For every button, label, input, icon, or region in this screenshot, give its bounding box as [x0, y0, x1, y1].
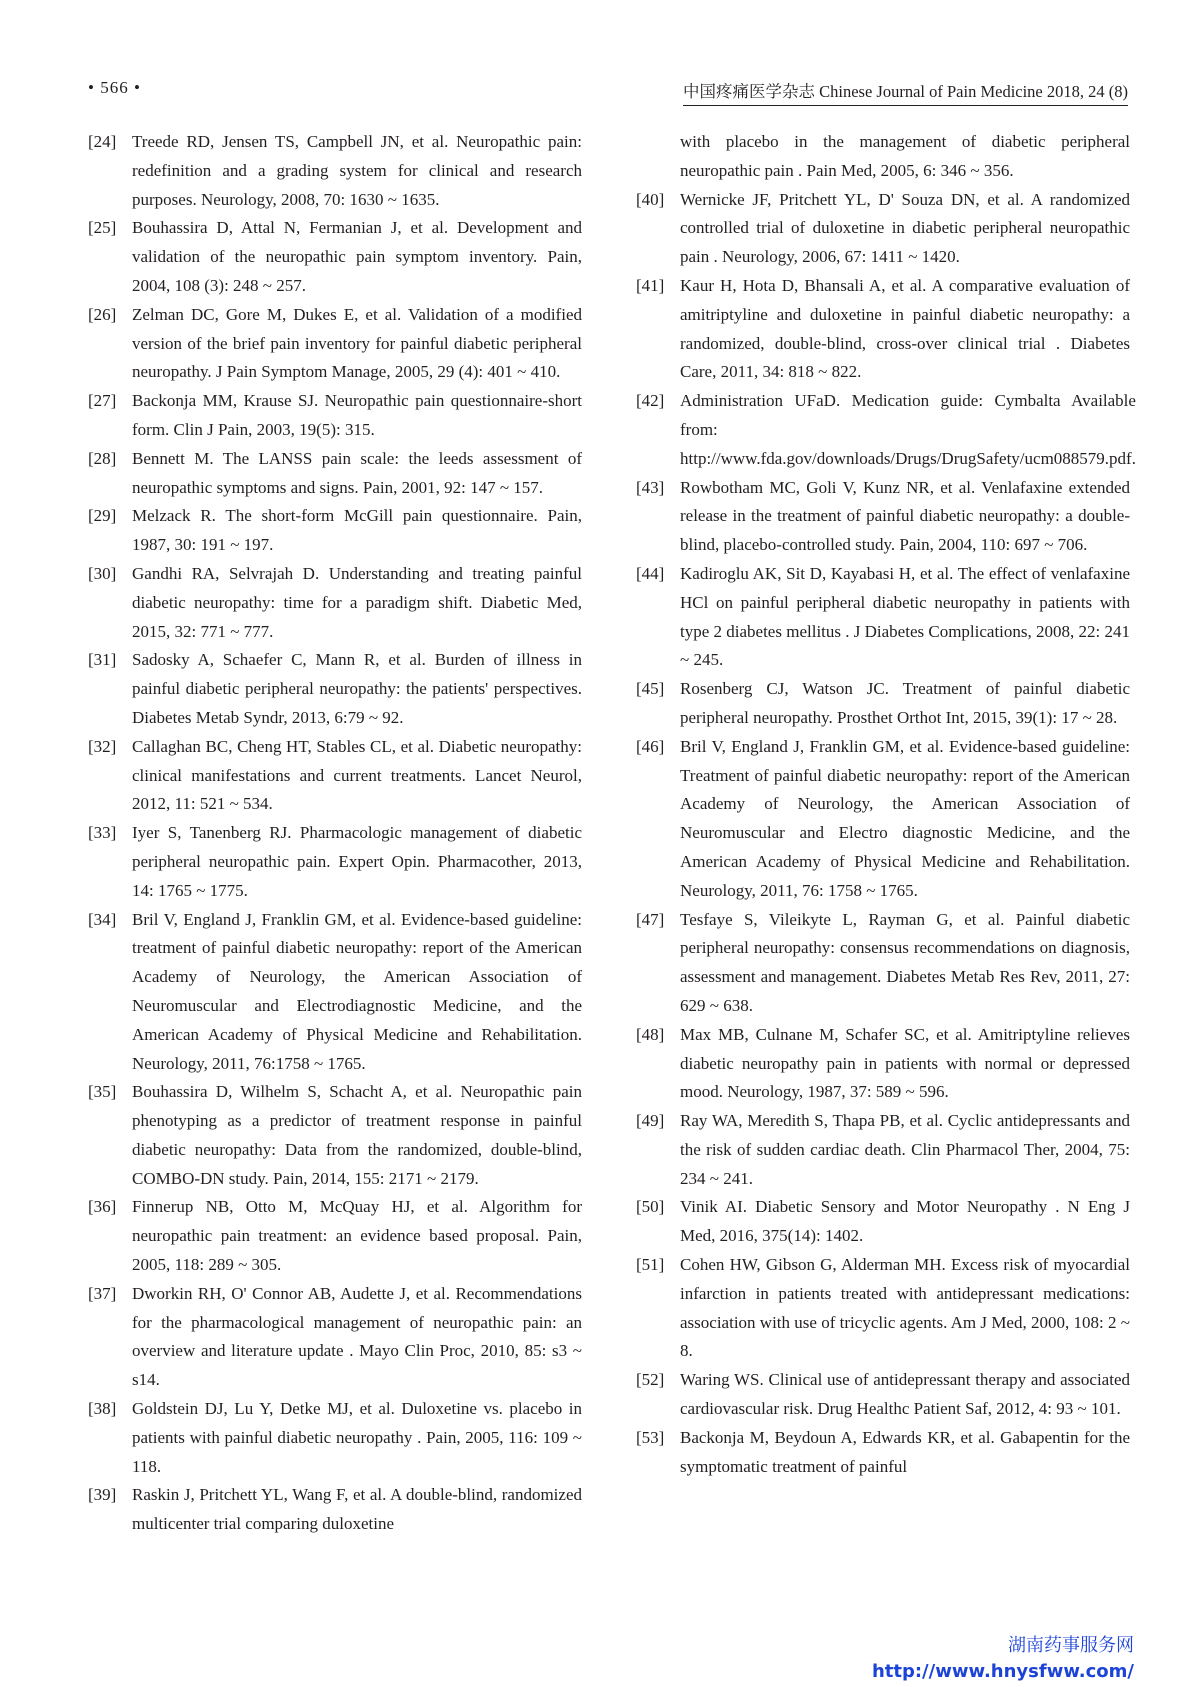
reference-number: [51]	[636, 1255, 665, 1275]
reference-number: [42]	[636, 391, 665, 411]
reference-item	[636, 1107, 1130, 1193]
reference-item	[636, 186, 1130, 272]
reference-text: Gandhi RA, Selvrajah D. Understanding and treating painful diabetic neuropathy: time for a paradigm shift. Diabetic Med, 2015, 32: 771 ~ 777.	[132, 563, 582, 641]
reference-item	[88, 906, 582, 1079]
reference-text: Administration UFaD. Medication guide: Cymbalta Available from: http://www.fda.gov/downloads/Drugs/DrugSafety/ucm088579.pdf.	[680, 391, 1136, 468]
reference-number: [36]	[88, 1197, 117, 1217]
reference-item	[636, 1366, 1130, 1424]
reference-item	[88, 1481, 582, 1539]
reference-text: Dworkin RH, O' Connor AB, Audette J, et al. Recommendations for the pharmacological management of neuropathic pain: an overview and literature update . Mayo Clin Proc, 2010, 85: s3 ~ s14.	[132, 1283, 582, 1390]
reference-item	[88, 1193, 582, 1279]
reference-text: Melzack R. The short-form McGill pain questionnaire. Pain, 1987, 30: 191 ~ 197.	[132, 506, 582, 555]
reference-item	[636, 1251, 1130, 1366]
reference-text: Callaghan BC, Cheng HT, Stables CL, et al. Diabetic neuropathy: clinical manifestations and current treatments. Lancet Neurol, 2012, 11: 521 ~ 534.	[132, 736, 582, 814]
reference-text: Kaur H, Hota D, Bhansali A, et al. A comparative evaluation of amitriptyline and duloxetine in painful diabetic neuropathy: a randomized, double-blind, cross-over clinical trial . Diabetes Care, 2011, 34: 818 ~ 822.	[680, 275, 1130, 382]
reference-text: Bril V, England J, Franklin GM, et al. Evidence-based guideline: treatment of painful diabetic neuropathy: report of the American Academy of Neurology, the American Association of Neuromuscular and Electrodiagnostic Medicine, and the American Academy of Physical Medicine and Rehabilitation. Neurology, 2011, 76:1758 ~ 1765.	[132, 909, 582, 1073]
reference-item	[88, 214, 582, 300]
reference-item	[636, 1193, 1130, 1251]
reference-text: Vinik AI. Diabetic Sensory and Motor Neuropathy . N Eng J Med, 2016, 375(14): 1402.	[680, 1197, 1130, 1246]
reference-text: Wernicke JF, Pritchett YL, D' Souza DN, et al. A randomized controlled trial of duloxetine in diabetic peripheral neuropathic pain . Neurology, 2006, 67: 1411 ~ 1420.	[680, 189, 1130, 267]
reference-text: Bril V, England J, Franklin GM, et al. Evidence-based guideline: Treatment of painful diabetic neuropathy: report of the American Academy of Neurology, the American Association of Neuromuscular and Electro diagnostic Medicine, and the American Academy of Physical Medicine and Rehabilitation. Neurology, 2011, 76: 1758 ~ 1765.	[680, 736, 1130, 900]
reference-text: Rosenberg CJ, Watson JC. Treatment of painful diabetic peripheral neuropathy. Prosthet Orthot Int, 2015, 39(1): 17 ~ 28.	[680, 679, 1130, 727]
reference-text: Raskin J, Pritchett YL, Wang F, et al. A double-blind, randomized multicenter trial comparing duloxetine	[132, 1485, 582, 1534]
reference-number: [41]	[636, 275, 665, 295]
reference-number: [48]	[636, 1024, 665, 1044]
reference-number: [24]	[88, 132, 117, 151]
site-watermark	[872, 1633, 1134, 1685]
reference-number: [28]	[88, 448, 117, 468]
reference-item	[88, 1078, 582, 1193]
reference-text: Backonja M, Beydoun A, Edwards KR, et al. Gabapentin for the symptomatic treatment of painful	[680, 1427, 1130, 1476]
reference-number: [27]	[88, 391, 117, 411]
reference-number: [50]	[636, 1197, 665, 1217]
reference-item	[88, 387, 582, 445]
reference-item	[88, 502, 582, 560]
reference-number: [44]	[636, 563, 665, 583]
reference-number: [25]	[88, 218, 117, 238]
reference-item	[636, 272, 1130, 387]
reference-column-right	[636, 128, 1136, 1481]
reference-item	[88, 646, 582, 732]
reference-text: Ray WA, Meredith S, Thapa PB, et al. Cyclic antidepressants and the risk of sudden cardiac death. Clin Pharmacol Ther, 2004, 75: 234 ~ 241.	[680, 1111, 1130, 1188]
reference-number: [29]	[88, 506, 117, 526]
reference-number: [33]	[88, 823, 117, 843]
running-journal-title: 中国疼痛医学杂志 Chinese Journal of Pain Medicine 2018, 24 (8)	[683, 78, 1128, 106]
reference-item	[88, 128, 582, 214]
reference-text: Finnerup NB, Otto M, McQuay HJ, et al. Algorithm for neuropathic pain treatment: an evidence based proposal. Pain, 2005, 118: 289 ~ 305.	[132, 1197, 582, 1275]
reference-number: [39]	[88, 1485, 117, 1505]
reference-item	[88, 1280, 582, 1395]
reference-text: Goldstein DJ, Lu Y, Detke MJ, et al. Duloxetine vs. placebo in patients with painful diabetic neuropathy . Pain, 2005, 116: 109 ~ 118.	[132, 1399, 582, 1476]
reference-item	[88, 1395, 582, 1481]
reference-text: Tesfaye S, Vileikyte L, Rayman G, et al. Painful diabetic peripheral neuropathy: consensus recommendations on diagnosis, assessment and management. Diabetes Metab Res Rev, 2011, 27: 629 ~ 638.	[680, 909, 1130, 1015]
reference-item	[636, 733, 1130, 906]
reference-number: [26]	[88, 304, 117, 324]
page-number: • 566 •	[88, 78, 141, 97]
reference-item	[88, 733, 582, 819]
reference-item	[636, 1021, 1130, 1107]
reference-number: [31]	[88, 650, 117, 670]
reference-text: Sadosky A, Schaefer C, Mann R, et al. Burden of illness in painful diabetic peripheral neuropathy: the patients' perspectives. Diabetes Metab Syndr, 2013, 6:79 ~ 92.	[132, 650, 582, 727]
reference-text: Iyer S, Tanenberg RJ. Pharmacologic management of diabetic peripheral neuropathic pain. Expert Opin. Pharmacother, 2013, 14: 1765 ~ 1775.	[132, 823, 582, 900]
reference-text: Bouhassira D, Wilhelm S, Schacht A, et al. Neuropathic pain phenotyping as a predictor of treatment response in painful diabetic neuropathy: Data from the randomized, double-blind, COMBO-DN study. Pain, 2014, 155: 2171 ~ 2179.	[132, 1082, 582, 1188]
reference-text: Bouhassira D, Attal N, Fermanian J, et al. Development and validation of the neuropathic pain symptom inventory. Pain, 2004, 108 (3): 248 ~ 257.	[132, 218, 582, 295]
reference-number: [35]	[88, 1082, 117, 1102]
reference-number: [40]	[636, 189, 665, 209]
watermark-site-name: 湖南药事服务网	[1008, 1635, 1134, 1656]
reference-number: [30]	[88, 563, 117, 583]
reference-number: [38]	[88, 1399, 117, 1419]
reference-number: [32]	[88, 736, 117, 756]
reference-number: [46]	[636, 736, 665, 756]
reference-text: Cohen HW, Gibson G, Alderman MH. Excess risk of myocardial infarction in patients treated with antidepressant medications: association with use of tricyclic agents. Am J Med, 2000, 108: 2 ~ 8.	[680, 1255, 1130, 1361]
reference-text: Treede RD, Jensen TS, Campbell JN, et al. Neuropathic pain: redefinition and a grading system for clinical and research purposes. Neurology, 2008, 70: 1630 ~ 1635.	[132, 132, 582, 209]
reference-item	[88, 445, 582, 503]
reference-text: Kadiroglu AK, Sit D, Kayabasi H, et al. The effect of venlafaxine HCl on painful peripheral diabetic neuropathy in patients with type 2 diabetes mellitus . J Diabetes Complications, 2008, 22: 241 ~ 245.	[680, 563, 1130, 670]
reference-item	[636, 675, 1130, 733]
reference-text: Waring WS. Clinical use of antidepressant therapy and associated cardiovascular risk. Drug Healthc Patient Saf, 2012, 4: 93 ~ 101.	[680, 1370, 1130, 1419]
reference-column-left	[88, 128, 582, 1539]
reference-text: Zelman DC, Gore M, Dukes E, et al. Validation of a modified version of the brief pain inventory for painful diabetic peripheral neuropathy. J Pain Symptom Manage, 2005, 29 (4): 401 ~ 410.	[132, 304, 582, 382]
reference-text: Max MB, Culnane M, Schafer SC, et al. Amitriptyline relieves diabetic neuropathy pain in patients with normal or depressed mood. Neurology, 1987, 37: 589 ~ 596.	[680, 1024, 1130, 1102]
reference-number: [53]	[636, 1427, 665, 1447]
reference-number: [45]	[636, 679, 665, 699]
reference-item	[636, 387, 1136, 473]
reference-number: [47]	[636, 909, 665, 929]
reference-text: Rowbotham MC, Goli V, Kunz NR, et al. Venlafaxine extended release in the treatment of painful diabetic neuropathy: a double-blind, placebo-controlled study. Pain, 2004, 110: 697 ~ 706.	[680, 477, 1130, 555]
reference-text: Bennett M. The LANSS pain scale: the leeds assessment of neuropathic symptoms and signs. Pain, 2001, 92: 147 ~ 157.	[132, 448, 582, 497]
reference-text: with placebo in the management of diabetic peripheral neuropathic pain . Pain Med, 2005, 6: 346 ~ 356.	[680, 132, 1130, 180]
page-header	[88, 78, 1128, 106]
reference-item-continued	[636, 128, 1130, 186]
watermark-url[interactable]: http://www.hnysfww.com/	[871, 1661, 1134, 1682]
reference-number: [34]	[88, 909, 117, 929]
reference-number: [49]	[636, 1111, 665, 1131]
reference-item	[88, 560, 582, 646]
reference-text: Backonja MM, Krause SJ. Neuropathic pain questionnaire-short form. Clin J Pain, 2003, 19(5): 315.	[132, 391, 582, 439]
reference-item	[636, 906, 1130, 1021]
reference-item	[636, 560, 1130, 675]
reference-number: [37]	[88, 1283, 117, 1303]
reference-item	[636, 474, 1130, 560]
reference-item	[88, 819, 582, 905]
reference-item	[88, 301, 582, 387]
reference-number: [52]	[636, 1370, 665, 1390]
reference-item	[636, 1424, 1130, 1482]
reference-number: [43]	[636, 477, 665, 497]
